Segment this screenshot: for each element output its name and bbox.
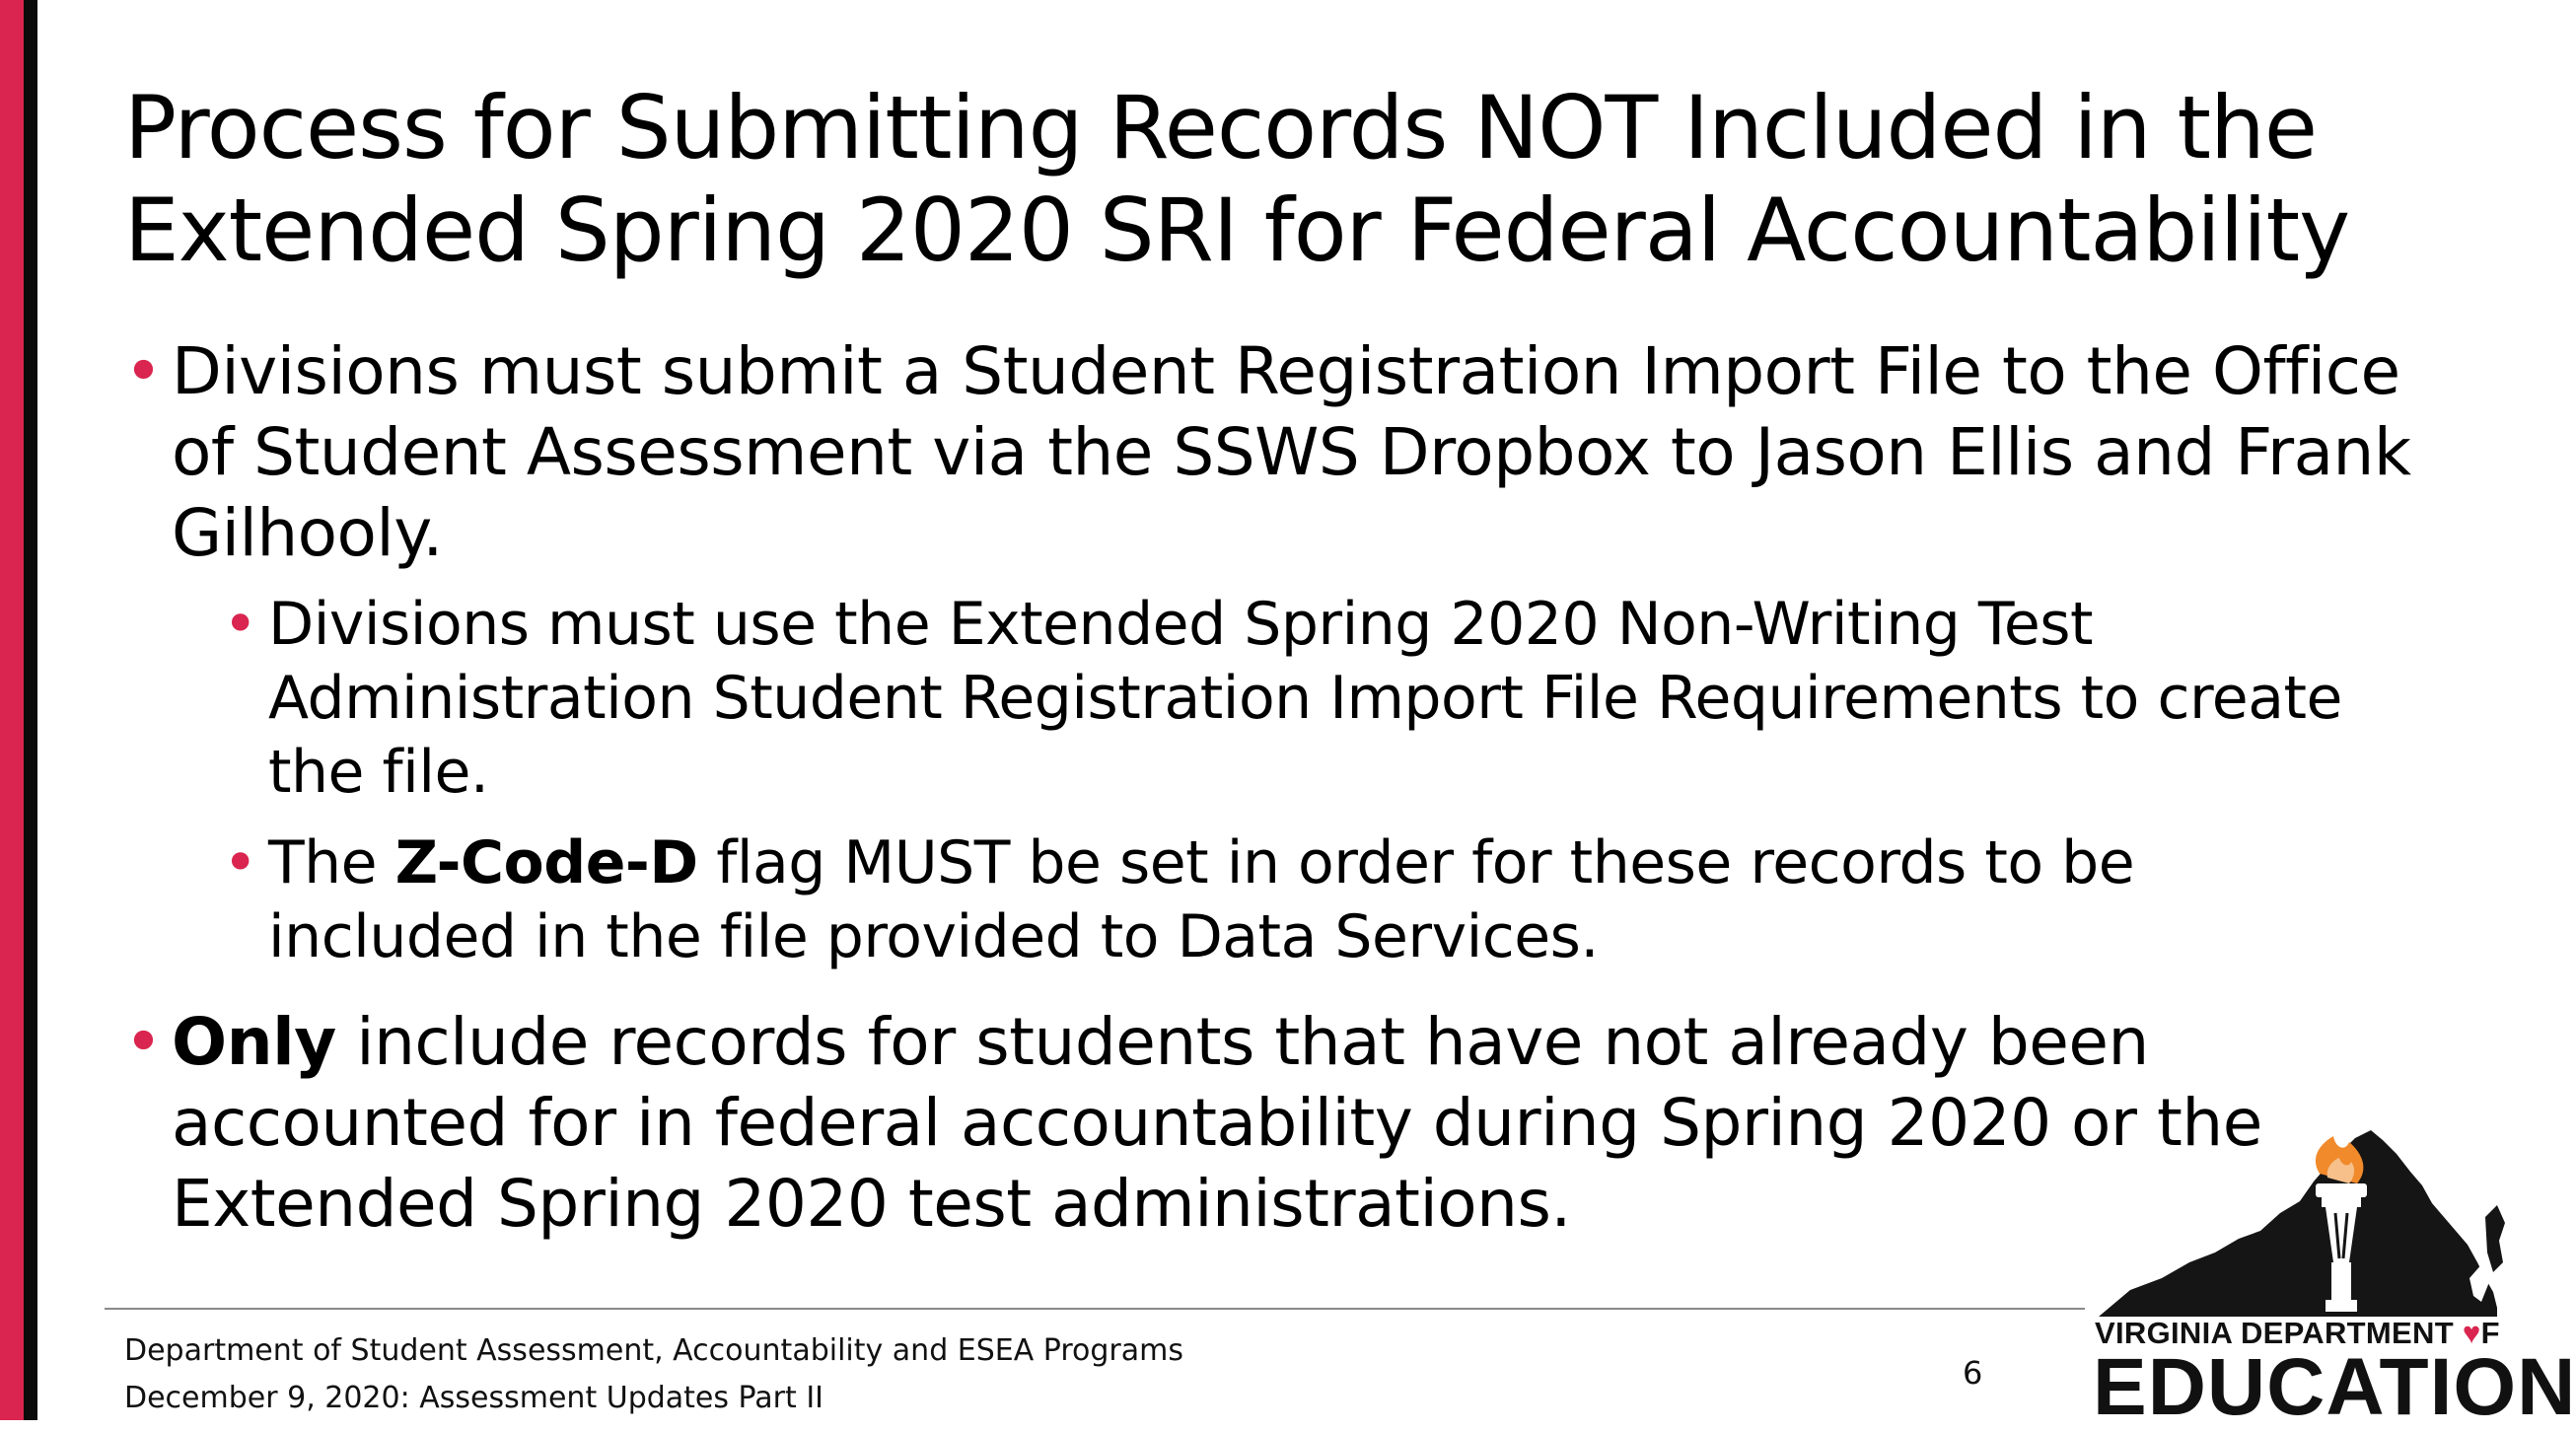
- logo-text-run: VIRGINIA DEPARTMENT: [2095, 1316, 2454, 1350]
- bullet-line: Gilhooly.: [172, 495, 443, 571]
- footer-department: Department of Student Assessment, Accountability and ESEA Programs: [124, 1333, 1183, 1368]
- bullet-marker: •: [124, 333, 163, 409]
- virginia-map-torch-icon: [2091, 1114, 2515, 1322]
- logo-text-run: F: [2480, 1316, 2500, 1350]
- slide-title: [124, 77, 2393, 282]
- bold-term-zcode: Z-Code-D: [394, 828, 698, 897]
- bullet-text-run: include records for students that have not already been: [335, 1004, 2149, 1080]
- left-accent-bar-red: [0, 0, 24, 1420]
- bullet-marker: •: [124, 1004, 163, 1080]
- slide-title-line-1: Process for Submitting Records NOT Included in the: [124, 77, 2317, 179]
- bullet-line: Extended Spring 2020 test administrations.: [172, 1166, 1571, 1242]
- footer-date-title: December 9, 2020: Assessment Updates Part II: [124, 1381, 824, 1415]
- bullet-text: [268, 588, 2342, 810]
- bullet-text: [172, 331, 2411, 574]
- bullet-text: [268, 826, 2134, 974]
- slide-title-line-2: Extended Spring 2020 SRI for Federal Accountability: [124, 179, 2350, 281]
- bullet-marker: •: [223, 828, 257, 897]
- bold-term-only: Only: [172, 1004, 336, 1080]
- bullet-line: [268, 826, 2134, 900]
- logo-text-education: EDUCATION: [2093, 1342, 2576, 1432]
- bullet-line: included in the file provided to Data Services.: [268, 902, 1599, 971]
- bullet-line: of Student Assessment via the SSWS Dropbox to Jason Ellis and Frank: [172, 414, 2411, 490]
- bullet-text-run: The: [268, 828, 395, 897]
- footer-divider: [105, 1308, 2085, 1310]
- bullet-text-run: flag MUST be set in order for these records to be: [697, 828, 2135, 897]
- bullet-line: [172, 1002, 2262, 1083]
- heart-icon: ♥: [2462, 1316, 2481, 1350]
- bullet-line: Administration Student Registration Import File Requirements to create: [268, 664, 2342, 733]
- bullet-text: [172, 1002, 2262, 1245]
- bullet-marker: •: [223, 590, 257, 659]
- bullet-line: accounted for in federal accountability during Spring 2020 or the: [172, 1085, 2262, 1161]
- bullet-line: Divisions must submit a Student Registration Import File to the Office: [172, 333, 2400, 409]
- bullet-line: Divisions must use the Extended Spring 2020 Non-Writing Test: [268, 590, 2094, 659]
- page-number: 6: [1963, 1354, 1983, 1392]
- vdoe-logo: [2091, 1114, 2576, 1432]
- bullet-line: the file.: [268, 738, 489, 807]
- left-accent-bar-dark: [24, 0, 37, 1420]
